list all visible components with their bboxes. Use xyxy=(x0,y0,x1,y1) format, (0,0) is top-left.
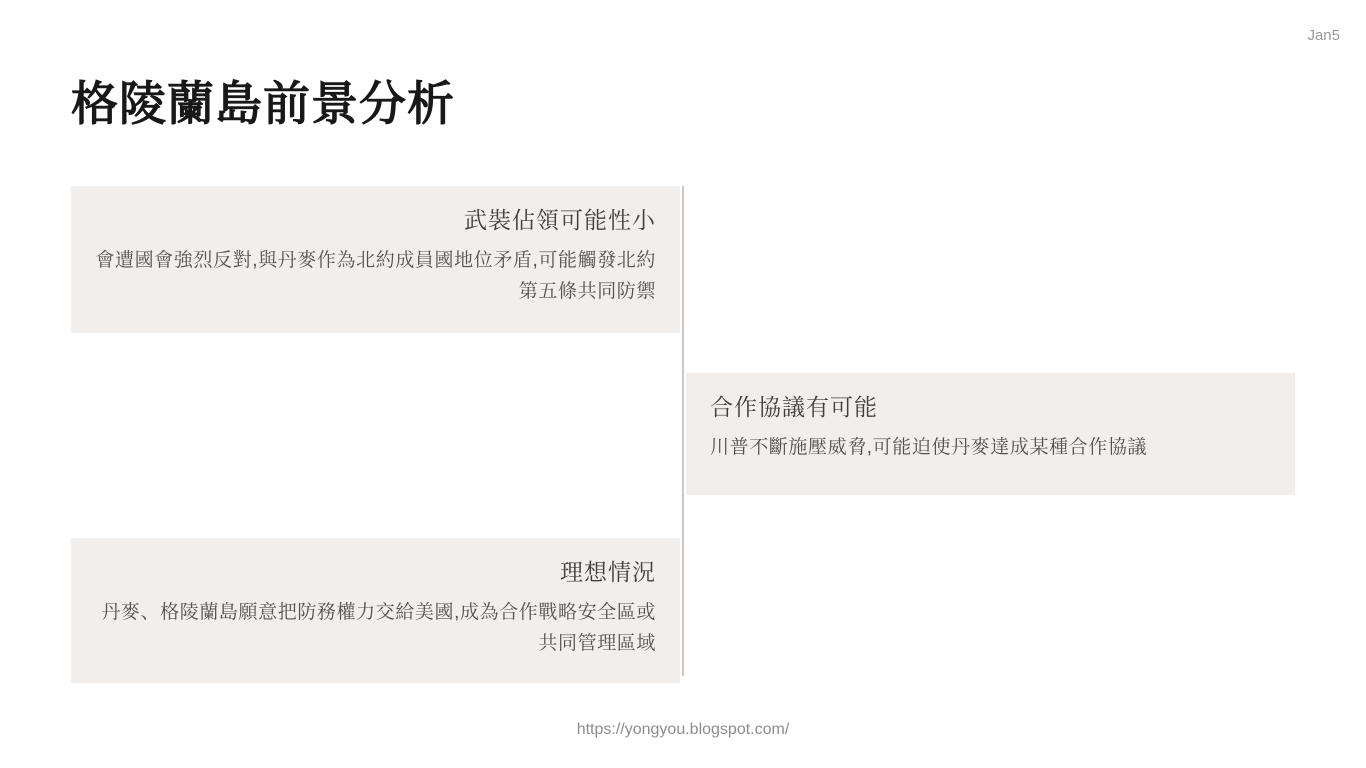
timeline-item-title: 合作協議有可能 xyxy=(710,394,878,420)
timeline-item-body: 會遭國會強烈反對,與丹麥作為北約成員國地位矛盾,可能觸發北約第五條共同防禦 xyxy=(95,250,656,302)
page-title: 格陵蘭島前景分析 xyxy=(71,77,455,130)
footer-url: https://yongyou.blogspot.com/ xyxy=(576,721,790,738)
timeline-item-cooperation-agreement xyxy=(686,373,1295,495)
date-label: Jan5 xyxy=(1307,27,1340,44)
timeline-item-body: 丹麥、格陵蘭島願意把防務權力交給美國,成為合作戰略安全區或共同管理區域 xyxy=(101,602,656,654)
timeline-item-body: 川普不斷施壓威脅,可能迫使丹麥達成某種合作協議 xyxy=(710,437,1148,458)
timeline-item-armed-occupation xyxy=(71,186,680,333)
timeline-item-ideal-scenario xyxy=(71,538,680,683)
timeline-item-title: 武裝佔領可能性小 xyxy=(464,207,656,233)
timeline-divider xyxy=(682,186,684,676)
timeline-item-title: 理想情況 xyxy=(560,559,656,585)
